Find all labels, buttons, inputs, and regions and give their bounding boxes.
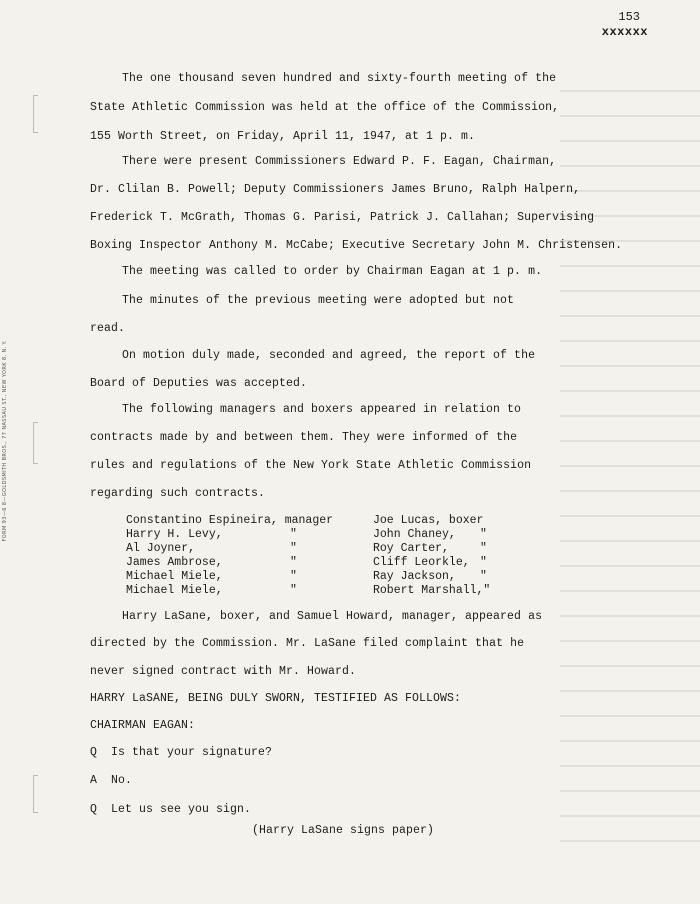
text-line: read. — [90, 322, 126, 335]
text-line: regarding such contracts. — [90, 487, 266, 500]
text-line: contracts made by and between them. They were informed of the — [90, 431, 518, 444]
text-line: Frederick T. McGrath, Thomas G. Parisi, Patrick J. Callahan; Supervising — [90, 211, 595, 224]
form-imprint: FORM 93—6 8—GOLDSMITH BROS., 77 NASSAU ST., NEW YORK 8, N. Y. — [2, 340, 8, 542]
boxer-name: Roy Carter, — [373, 542, 449, 555]
punch-mark — [33, 95, 38, 133]
text-line: rules and regulations of the New York State Athletic Commission — [90, 459, 532, 472]
ditto-mark: " — [290, 584, 297, 597]
boxer-name: Ray Jackson, — [373, 570, 456, 583]
boxer-name: Joe Lucas, boxer — [373, 514, 484, 527]
speaker-label: CHAIRMAN EAGAN: — [90, 719, 196, 732]
manager-name: Michael Miele, — [126, 584, 223, 597]
text-line: The meeting was called to order by Chairman Eagan at 1 p. m. — [122, 265, 543, 278]
manager-name: James Ambrose, — [126, 556, 223, 569]
ditto-mark: " — [480, 570, 487, 583]
manager-name: Constantino Espineira, manager — [126, 514, 334, 527]
text-line: 155 Worth Street, on Friday, April 11, 1947, at 1 p. m. — [90, 130, 476, 143]
boxer-name: Robert Marshall," — [373, 584, 491, 597]
manager-name: Al Joyner, — [126, 542, 196, 555]
page-number: 153 — [618, 10, 640, 24]
text-line: The one thousand seven hundred and sixty-fourth meeting of the — [122, 72, 557, 85]
ditto-mark: " — [480, 528, 487, 541]
text-line: Board of Deputies was accepted. — [90, 377, 308, 390]
ditto-mark: " — [290, 528, 297, 541]
struck-mark: xxxxxx — [601, 25, 648, 39]
question-line: Q Is that your signature? — [90, 746, 273, 759]
question-line: Q Let us see you sign. — [90, 803, 252, 816]
ditto-mark: " — [480, 542, 487, 555]
text-line: State Athletic Commission was held at the office of the Commission, — [90, 101, 560, 114]
text-line: On motion duly made, seconded and agreed, the report of the — [122, 349, 536, 362]
text-line: The following managers and boxers appeared in relation to — [122, 403, 522, 416]
text-line: directed by the Commission. Mr. LaSane filed complaint that he — [90, 637, 525, 650]
manager-name: Michael Miele, — [126, 570, 223, 583]
testimony-heading: HARRY LaSANE, BEING DULY SWORN, TESTIFIED AS FOLLOWS: — [90, 692, 462, 705]
ditto-mark: " — [480, 556, 487, 569]
ditto-mark: " — [290, 556, 297, 569]
stage-direction: (Harry LaSane signs paper) — [252, 824, 435, 837]
answer-line: A No. — [90, 774, 133, 787]
boxer-name: John Chaney, — [373, 528, 456, 541]
punch-mark — [33, 775, 38, 813]
text-line: Harry LaSane, boxer, and Samuel Howard, manager, appeared as — [122, 610, 543, 623]
manager-name: Harry H. Levy, — [126, 528, 223, 541]
text-line: Dr. Clilan B. Powell; Deputy Commissioners James Bruno, Ralph Halpern, — [90, 183, 581, 196]
text-line: There were present Commissioners Edward P. F. Eagan, Chairman, — [122, 155, 557, 168]
bleed-through — [560, 90, 700, 850]
text-line: never signed contract with Mr. Howard. — [90, 665, 357, 678]
ditto-mark: " — [290, 542, 297, 555]
ditto-mark: " — [290, 570, 297, 583]
punch-mark — [33, 422, 38, 464]
boxer-name: Cliff Leorkle, — [373, 556, 470, 569]
text-line: The minutes of the previous meeting were adopted but not — [122, 294, 515, 307]
text-line: Boxing Inspector Anthony M. McCabe; Executive Secretary John M. Christensen. — [90, 239, 623, 252]
